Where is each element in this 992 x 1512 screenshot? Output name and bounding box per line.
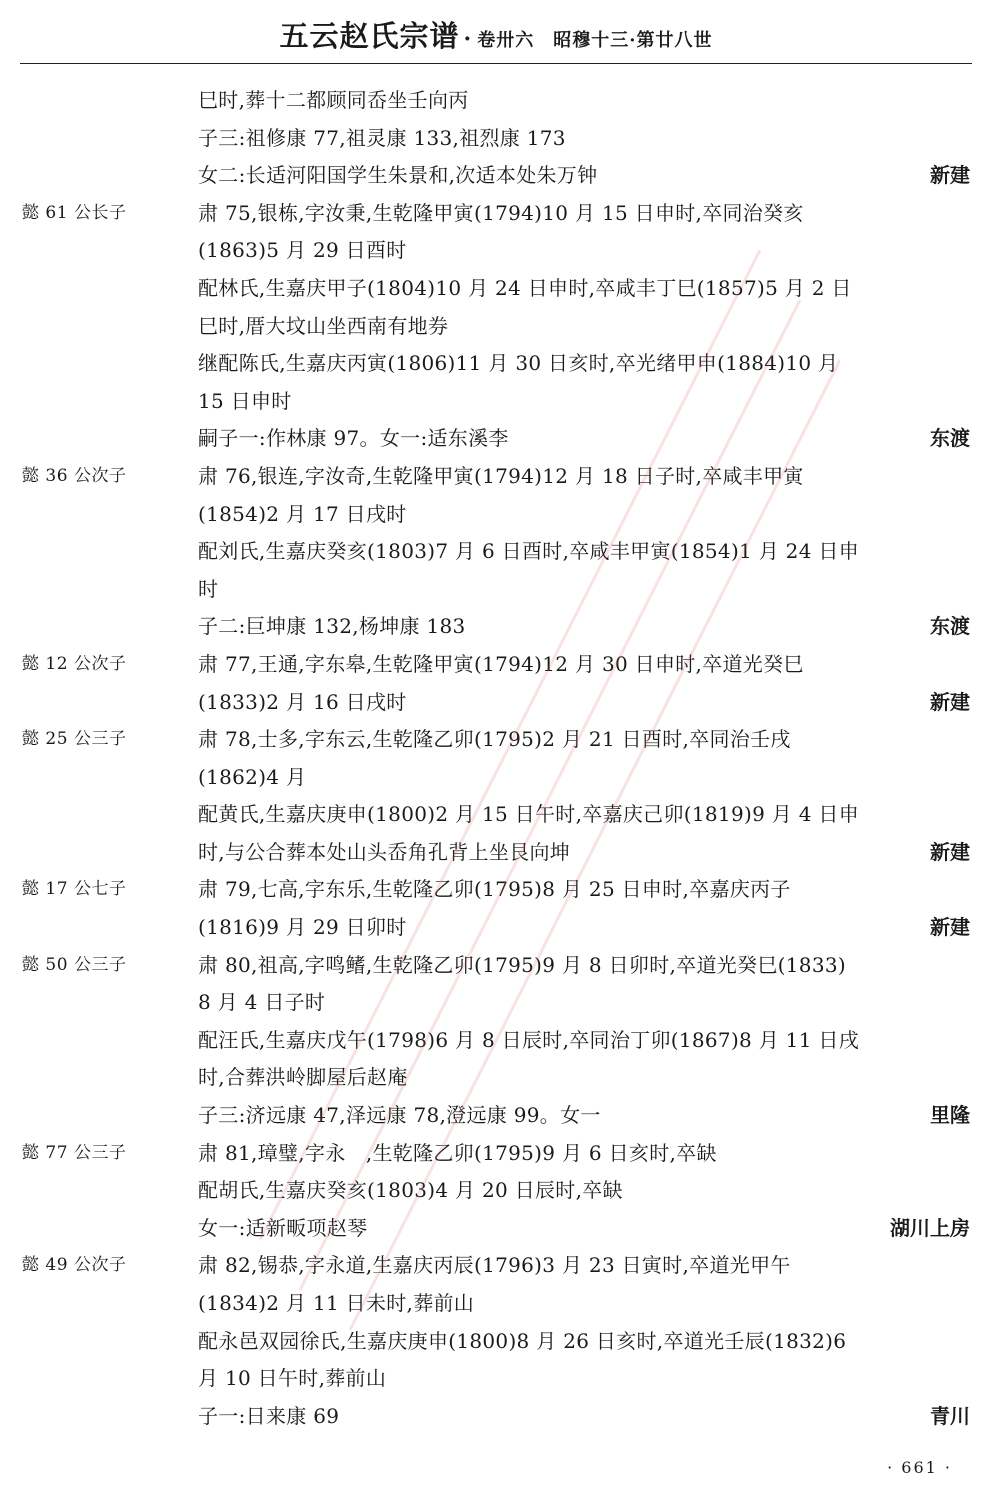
- entry-line: [0, 1135, 992, 1173]
- volume-subtitle: 卷卅六 昭穆十三·第廿八世: [477, 30, 713, 51]
- entry-line: [0, 308, 992, 346]
- entry-line: [0, 1172, 992, 1210]
- entry-line: [0, 608, 992, 646]
- entry-text: 肃 76,银连,字汝奇,生乾隆甲寅(1794)12 月 18 日子时,卒咸丰甲寅: [198, 463, 804, 488]
- entry-text: 肃 77,王通,字东皋,生乾隆甲寅(1794)12 月 30 日申时,卒道光癸巳: [198, 651, 804, 676]
- entry-line: [0, 157, 992, 195]
- genealogy-body: [0, 82, 992, 1435]
- entry-line: [0, 120, 992, 158]
- entry-line: [0, 232, 992, 270]
- entry-text: 8 月 4 日子时: [198, 990, 326, 1015]
- entry-line: [0, 871, 992, 909]
- entry-text: (1862)4 月: [198, 764, 307, 789]
- place-label: 东渡: [930, 614, 970, 639]
- entry-line: [0, 1247, 992, 1285]
- entry-text: 女二:长适河阳国学生朱景和,次适本处朱万钟: [198, 163, 598, 188]
- entry-text: 继配陈氏,生嘉庆丙寅(1806)11 月 30 日亥时,卒光绪甲申(1884)10 月: [198, 351, 839, 376]
- page-header: [0, 14, 992, 62]
- page-number: · 661 ·: [887, 1458, 952, 1477]
- entry-line: [0, 1323, 992, 1361]
- entry-line: [0, 1097, 992, 1135]
- entry-text: 15 日申时: [198, 388, 292, 413]
- lineage-label: 懿 50 公三子: [22, 954, 127, 975]
- place-label: 新建: [930, 915, 970, 940]
- entry-text: (1834)2 月 11 日未时,葬前山: [198, 1291, 475, 1315]
- lineage-label: 懿 17 公七子: [22, 879, 127, 900]
- entry-text: 时,与公合葬本处山头岙角孔背上坐艮向坤: [198, 839, 571, 864]
- entry-line: [0, 984, 992, 1022]
- place-label: 新建: [930, 689, 970, 714]
- entry-line: [0, 82, 992, 120]
- entry-line: [0, 496, 992, 534]
- entry-text: (1854)2 月 17 日戌时: [198, 501, 407, 526]
- place-label: 湖川上房: [890, 1215, 970, 1240]
- entry-text: 嗣子一:作林康 97。女一:适东溪李: [198, 426, 509, 451]
- entry-line: [0, 759, 992, 797]
- entry-text: 肃 82,锡恭,字永道,生嘉庆丙辰(1796)3 月 23 日寅时,卒道光甲午: [198, 1253, 791, 1278]
- entry-text: 配汪氏,生嘉庆戊午(1798)6 月 8 日辰时,卒同治丁卯(1867)8 月 11 日戌: [198, 1027, 859, 1052]
- header-rule: [20, 63, 972, 64]
- place-label: 新建: [930, 163, 970, 188]
- entry-text: 配黄氏,生嘉庆庚申(1800)2 月 15 日午时,卒嘉庆己卯(1819)9 月 4 日申: [198, 802, 859, 827]
- entry-line: [0, 1285, 992, 1323]
- place-label: 东渡: [930, 426, 970, 451]
- lineage-label: 懿 49 公次子: [22, 1255, 127, 1276]
- entry-line: [0, 1210, 992, 1248]
- entry-text: 配林氏,生嘉庆甲子(1804)10 月 24 日申时,卒咸丰丁巳(1857)5 月 2 日: [198, 275, 852, 300]
- book-title: 五云赵氏宗谱: [279, 19, 460, 53]
- entry-text: 时,合葬洪岭脚屋后赵庵: [198, 1065, 408, 1090]
- entry-text: 巳时,厝大坟山坐西南有地券: [198, 313, 449, 338]
- title-separator: ·: [463, 26, 472, 52]
- entry-text: (1863)5 月 29 日酉时: [198, 238, 407, 263]
- entry-text: 巳时,葬十二都顾同岙坐壬向丙: [198, 88, 469, 112]
- place-label: 青川: [930, 1403, 970, 1428]
- entry-line: [0, 947, 992, 985]
- entry-text: 子一:日来康 69: [198, 1403, 340, 1428]
- place-label: 新建: [930, 839, 970, 864]
- entry-line: [0, 571, 992, 609]
- entry-text: 肃 75,银栋,字汝秉,生乾隆甲寅(1794)10 月 15 日申时,卒同治癸亥: [198, 200, 804, 225]
- place-label: 里隆: [930, 1103, 970, 1128]
- entry-text: 配胡氏,生嘉庆癸亥(1803)4 月 20 日辰时,卒缺: [198, 1178, 623, 1203]
- entry-text: 肃 81,璋璧,字永 ,生乾隆乙卯(1795)9 月 6 日亥时,卒缺: [198, 1140, 717, 1165]
- entry-line: [0, 1398, 992, 1436]
- lineage-label: 懿 12 公次子: [22, 653, 127, 674]
- entry-text: 女一:适新畈项赵琴: [198, 1215, 368, 1240]
- entry-text: 子二:巨坤康 132,杨坤康 183: [198, 614, 466, 639]
- entry-text: 肃 79,七高,字东乐,生乾隆乙卯(1795)8 月 25 日申时,卒嘉庆丙子: [198, 877, 791, 902]
- entry-line: [0, 383, 992, 421]
- entry-line: [0, 1360, 992, 1398]
- lineage-label: 懿 25 公三子: [22, 729, 127, 750]
- entry-line: [0, 458, 992, 496]
- entry-line: [0, 1059, 992, 1097]
- entry-text: 配刘氏,生嘉庆癸亥(1803)7 月 6 日酉时,卒咸丰甲寅(1854)1 月 24 日申: [198, 539, 859, 564]
- entry-text: 子三:济远康 47,泽远康 78,澄远康 99。女一: [198, 1103, 601, 1128]
- entry-line: [0, 195, 992, 233]
- entry-line: [0, 420, 992, 458]
- entry-line: [0, 684, 992, 722]
- entry-text: 肃 78,士多,字东云,生乾隆乙卯(1795)2 月 21 日酉时,卒同治壬戌: [198, 727, 791, 752]
- entry-line: [0, 721, 992, 759]
- entry-line: [0, 646, 992, 684]
- entry-line: [0, 909, 992, 947]
- entry-line: [0, 533, 992, 571]
- entry-text: (1833)2 月 16 日戌时: [198, 689, 407, 714]
- lineage-label: 懿 61 公长子: [22, 202, 127, 223]
- entry-line: [0, 345, 992, 383]
- entry-text: 时: [198, 576, 219, 601]
- lineage-label: 懿 77 公三子: [22, 1142, 127, 1163]
- lineage-label: 懿 36 公次子: [22, 465, 127, 486]
- entry-text: 配永邑双园徐氏,生嘉庆庚申(1800)8 月 26 日亥时,卒道光壬辰(1832)6: [198, 1328, 847, 1353]
- entry-text: 子三:祖修康 77,祖灵康 133,祖烈康 173: [198, 125, 566, 150]
- entry-text: (1816)9 月 29 日卯时: [198, 915, 407, 940]
- entry-line: [0, 796, 992, 834]
- entry-line: [0, 1022, 992, 1060]
- entry-line: [0, 834, 992, 872]
- entry-text: 月 10 日午时,葬前山: [198, 1366, 387, 1391]
- entry-line: [0, 270, 992, 308]
- entry-text: 肃 80,祖高,字鸣鳍,生乾隆乙卯(1795)9 月 8 日卯时,卒道光癸巳(1833): [198, 952, 846, 977]
